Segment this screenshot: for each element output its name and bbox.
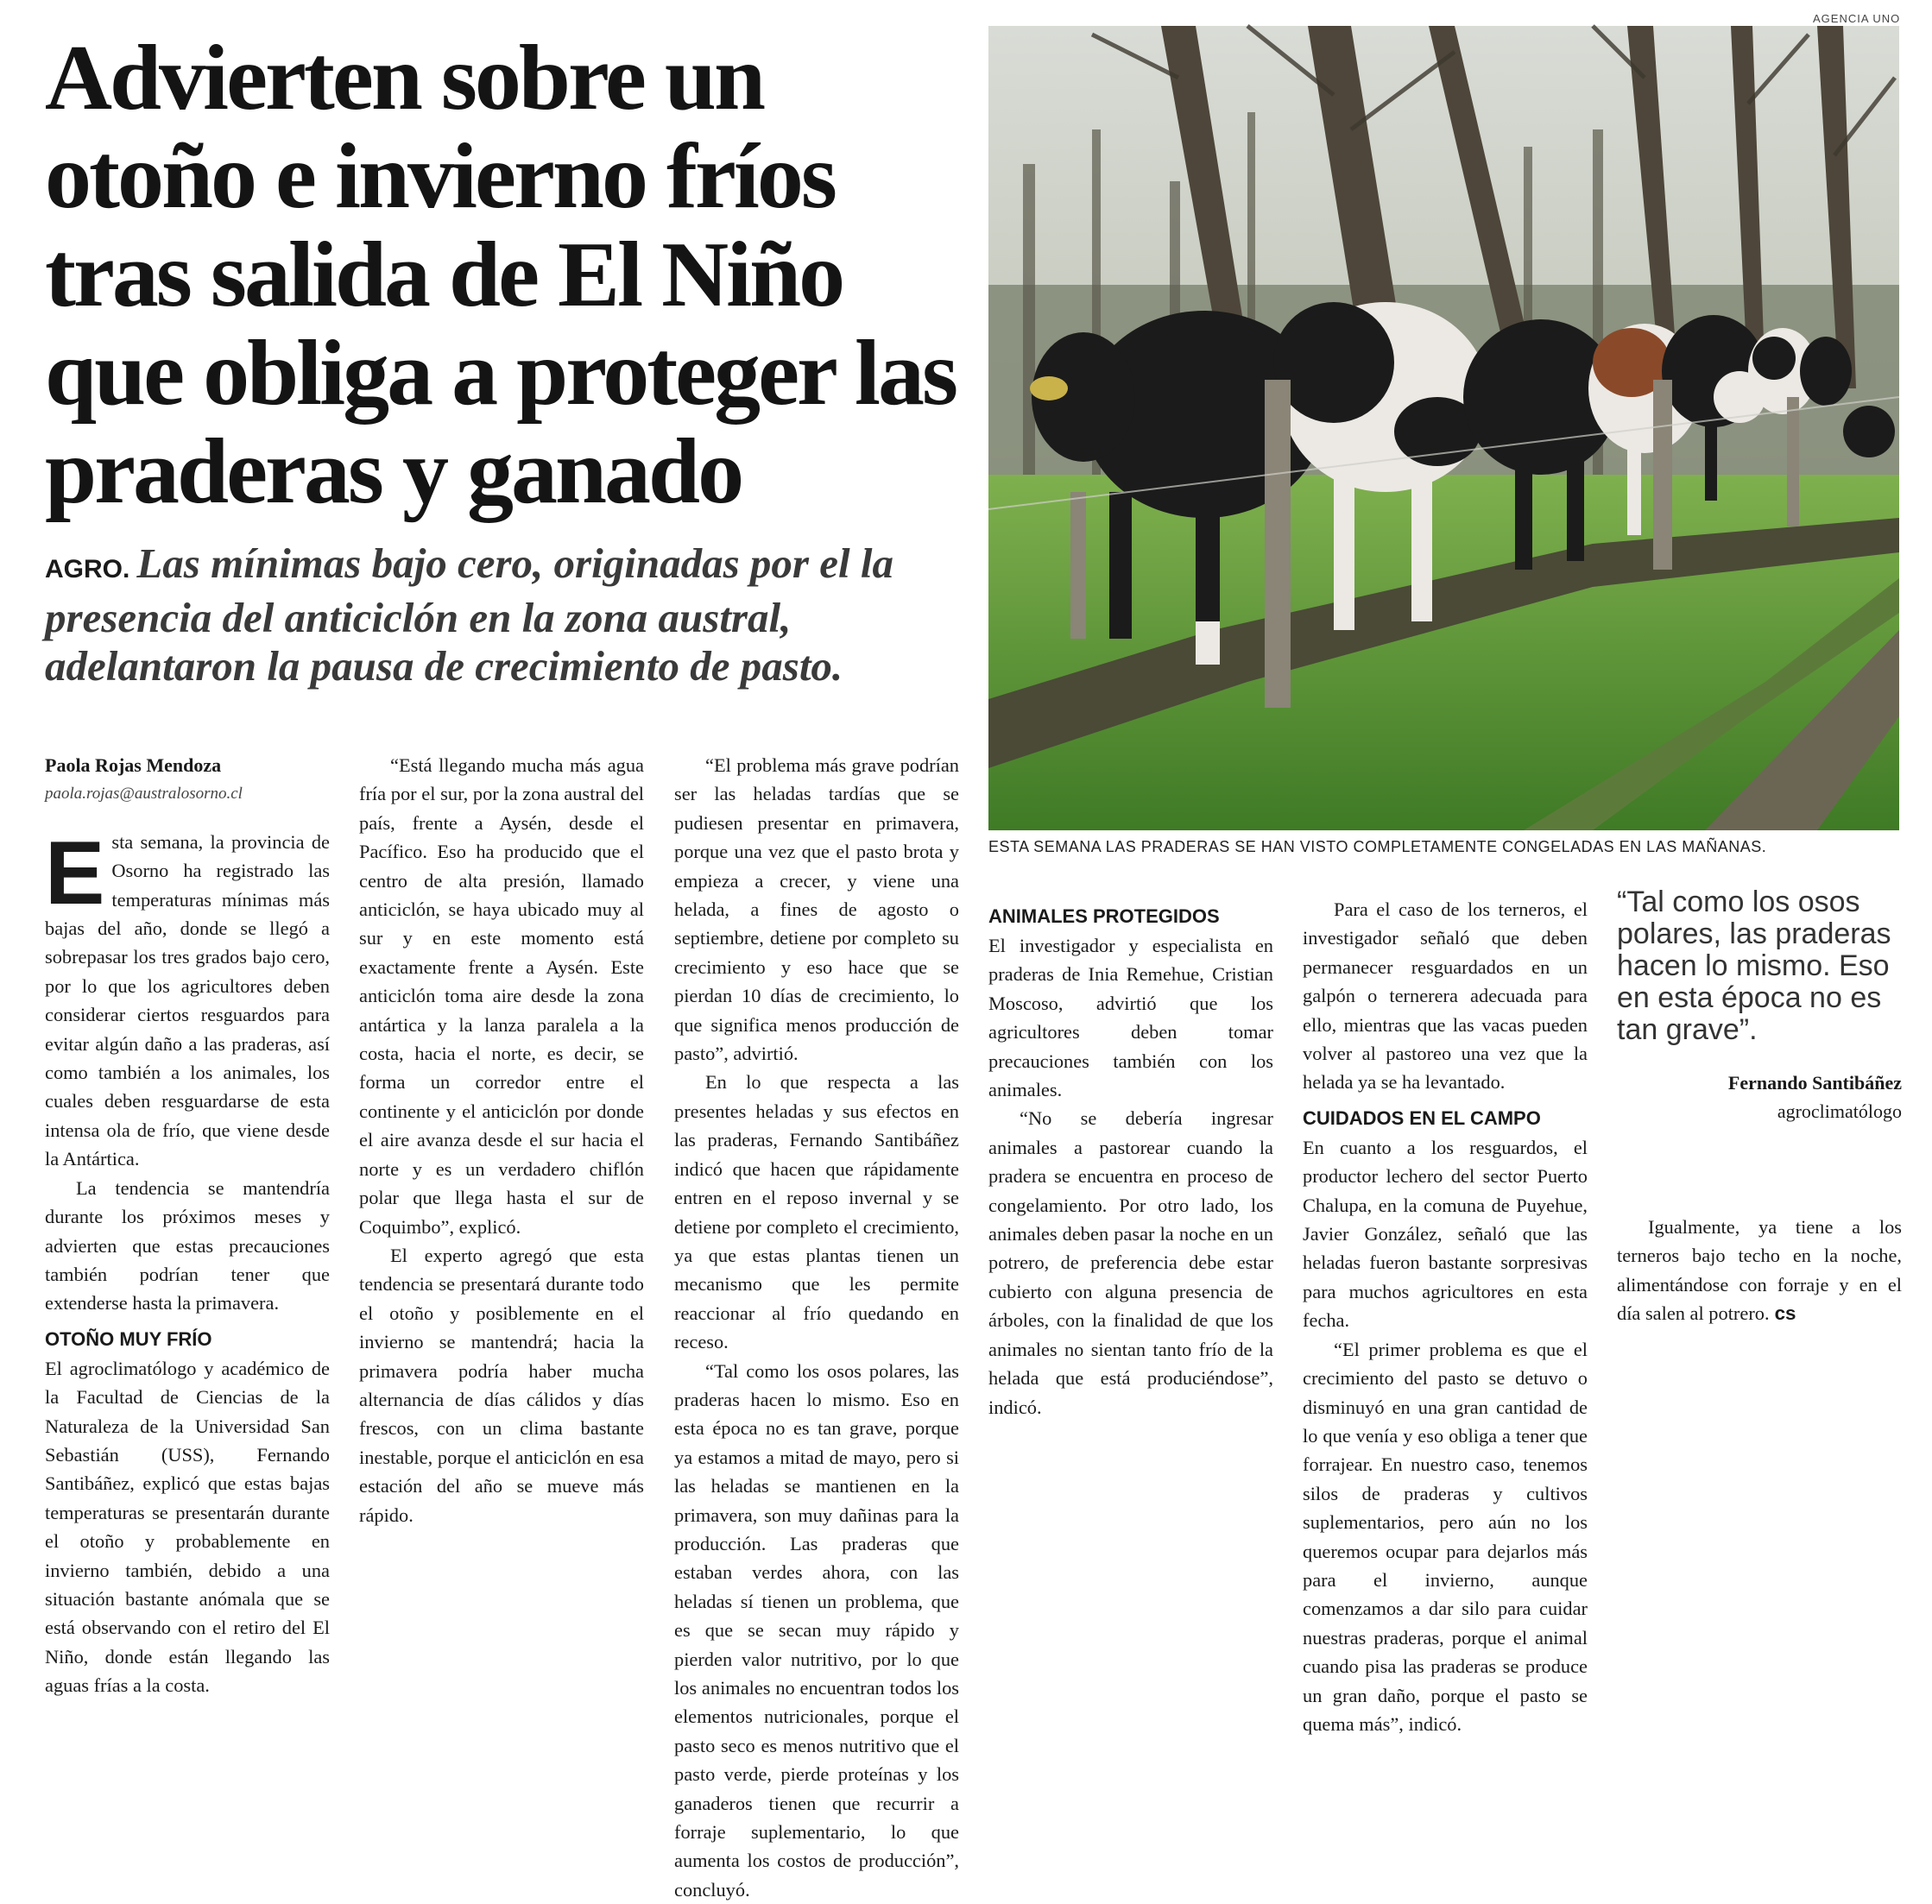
cows-illustration — [988, 26, 1899, 830]
paragraph-1: Esta semana, la provincia de Osorno ha registrado las temperaturas mínimas más bajas del año, donde se llegó a sobrepasar los tres grados bajo cero, por lo que los agricultores deben considerar ciertos resguardos para evitar algún daño a las praderas, así como también a los animales, los cuales deben resguardarse de esta intensa ola de frío, que viene desde la Antártica. — [45, 823, 330, 1170]
deck — [45, 539, 977, 690]
paragraph-12: En cuanto a los resguardos, el productor lechero del sector Puerto Chalupa, en la comuna de Puyehue, Javier González, señaló que las heladas fueron bastante sorpresivas para muchos agricultores en esta fecha. — [1303, 1136, 1588, 1332]
pull-quote-attribution — [1617, 1069, 1902, 1125]
deck-text: Las mínimas bajo cero, originadas por el la presencia del anticiclón en la zona austral, adelantaron la pausa de crecimiento de pasto. — [45, 539, 893, 690]
byline-email: paola.rojas@australosorno.cl — [45, 785, 243, 804]
paragraph-3: El agroclimatólogo y académico de la Facultad de Ciencias de la Naturaleza de la Universidad San Sebastián (USS), Fernando Santibáñez, explicó que estas bajas temperaturas se presentarán durante el otoño y probablemente en invierno también, debido a una situación bastante anómala que se está observando con el retiro del El Niño, donde están llegando las aguas frías a la costa. — [45, 1357, 330, 1697]
article-column-5 — [1303, 895, 1588, 1735]
paragraph-4: “Está llegando mucha más agua fría por el sur, por la zona austral del país, frente a Aysén, desde el Pacífico. Eso ha producido que el centro de alta presión, llamado anticiclón, se haya ubicado muy al sur y en este momento está exactamente frente a Aysén. Este anticiclón toma aire desde la zona antártica y la lanza paralela a la costa, hacia el norte, es decir, se forma un corredor entre el continente y el anticiclón por donde el aire avanza desde el sur hacia el norte y es un verdadero chiflón polar que llega hasta el sur de Coquimbo”, explicó. — [359, 754, 644, 1238]
article-column-6 — [1617, 1213, 1902, 1670]
subhead-animales: ANIMALES PROTEGIDOS — [988, 905, 1220, 927]
cows-photo — [988, 26, 1899, 830]
paragraph-7: En lo que respecta a las presentes heladas y sus efectos en las praderas, Fernando Santibáñez indicó que hacen que rápidamente entren en el reposo invernal y se detiene por completo el crecimiento, ya que estas plantas tienen un mecanismo que les permite reaccionar al frío quedando en receso. — [674, 1071, 959, 1353]
article-column-2 — [359, 751, 644, 1674]
subhead-otono: OTOÑO MUY FRÍO — [45, 1327, 212, 1350]
paragraph-11: Para el caso de los terneros, el investigador señaló que deben permanecer resguardados en un galpón o ternerera adecuada para ello, mientras que las vacas pueden volver al pastoreo una vez que la helada ya se ha levantado. — [1303, 898, 1588, 1094]
paragraph-13: “El primer problema es que el crecimiento del pasto se detuvo o disminuyó en una gran cantidad de lo que venía y eso obliga a tener que forrajear. En nuestro caso, tenemos silos de praderas y cultivos suplementarios, pero aún no los queremos ocupar para dejarlos más para el invierno, aunque comenzamos a dar silo para cuidar nuestras praderas, porque el animal cuando pisa las praderas se produce un gran daño, porque el pasto se quema más”, indicó. — [1303, 1338, 1588, 1735]
dropcap: E — [45, 823, 105, 924]
paragraph-10: “No se debería ingresar animales a pastorear cuando la pradera se encuentra en proceso de congelamiento. Por otro lado, los animales deben pasar la noche en un potrero, de preferencia debe estar cubierto con alguna presencia de árboles, con la finalidad de que los animales no sientan tanto frío de la helada que está produciéndose”, indicó. — [988, 1107, 1273, 1418]
pull-quote: “Tal como los osos polares, las praderas hacen lo mismo. Eso en esta época no es tan grave”. — [1617, 886, 1891, 1046]
section-kicker: AGRO. — [45, 555, 130, 583]
paragraph-9: El investigador y especialista en praderas de Inia Remehue, Cristian Moscoso, advirtió que los agricultores deben tomar precauciones también con los animales. — [988, 935, 1273, 1101]
article-column-3 — [674, 751, 959, 1901]
paragraph-14: Igualmente, ya tiene a los terneros bajo techo en la noche, alimentándose con forraje y en el día salen al potrero. cs — [1617, 1216, 1902, 1325]
photo-credit: AGENCIA UNO — [1813, 12, 1901, 25]
article-column-4 — [988, 895, 1273, 1674]
subhead-cuidados: CUIDADOS EN EL CAMPO — [1303, 1106, 1541, 1129]
end-mark: cs — [1774, 1302, 1796, 1325]
headline: Advierten sobre un otoño e invierno fríos tras salida de El Niño que obliga a proteger las praderas y ganado — [45, 27, 957, 523]
pull-quote-role: agroclimatólogo — [1777, 1100, 1902, 1122]
paragraph-6: “El problema más grave podrían ser las heladas tardías que se pudiesen presentar en primavera, porque una vez que el pasto brota y empieza a crecer, y viene una helada, a fines de agosto o septiembre, detiene por completo su crecimiento y eso hace que se pierdan 10 días de crecimiento, lo que significa menos producción de pasto”, advirtió. — [674, 754, 959, 1065]
article-column-1 — [45, 751, 330, 1697]
paragraph-2: La tendencia se mantendría durante los próximos meses y advierten que estas precauciones también podrían tener que extenderse hasta la primavera. — [45, 1176, 330, 1315]
photo-caption: ESTA SEMANA LAS PRADERAS SE HAN VISTO COMPLETAMENTE CONGELADAS EN LAS MAÑANAS. — [988, 838, 1767, 855]
paragraph-8-start: “Tal como los osos polares, las praderas hacen lo mismo. Eso en esta época no es tan grave, porque ya estamos a mitad de mayo, pero si las heladas se mantienen en la primavera, son muy dañinas para la producción. Las praderas que estaban verdes ahora, con las heladas sí tienen un problema, que es que se secan muy rápido y pierden valor nutritivo, por lo que los animales no encuentran todos los elementos nutricionales, porque el pasto seco es menos nutritivo que el pasto verde, pierde proteínas y los ganaderos tienen que recurrir a forraje suplementario, lo que aumenta los costos de producción”, concluyó. — [674, 1359, 959, 1901]
byline-name: Paola Rojas Mendoza — [45, 754, 222, 776]
paragraph-5: El experto agregó que esta tendencia se presentará durante todo el otoño y posiblemente en el invierno se mantendrá; hacia la primavera podría haber mucha alternancia de días cálidos y días frescos, con un clima bastante inestable, porque el anticiclón en esa estación del año se mueve más rápido. — [359, 1244, 644, 1526]
pull-quote-author: Fernando Santibáñez — [1727, 1072, 1902, 1094]
